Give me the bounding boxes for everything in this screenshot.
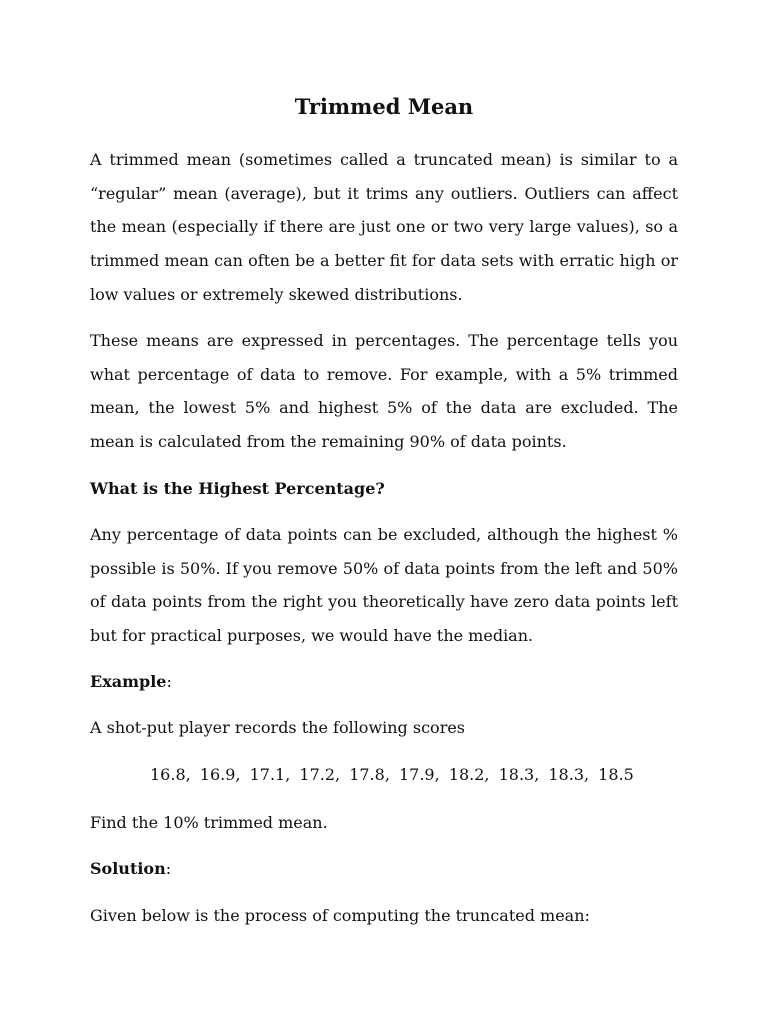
example-records-text: A shot-put player records the following scores — [90, 718, 466, 737]
example-colon: : — [166, 672, 172, 691]
example-label: Example — [90, 672, 167, 691]
percentage-paragraph: These means are expressed in percentages. The percentage tells you what percentage of data to remove. For example, with a 5% trimmed mean, the lowest 5% and highest 5% of the data are excluded. The mean is calculated from the remaining 90% of data points. — [90, 331, 678, 452]
solution-intro: Given below is the process of computing the truncated mean: — [90, 906, 590, 925]
example-heading — [90, 671, 678, 693]
intro-paragraph: A trimmed mean (sometimes called a truncated mean) is similar to a “regular” mean (average), but it trims any outliers. Outliers can affect the mean (especially if there are just one or two very large values), so a trimmed mean can often be a better fit for data sets with erratic high or low values or extremely skewed distributions. — [90, 150, 678, 304]
solution-heading — [90, 858, 678, 880]
highest-percentage-paragraph: Any percentage of data points can be excluded, although the highest % possible is 50%. If you remove 50% of data points from the left and 50% of data points from the right you theoretically have zero data points left but for practical purposes, we would have the median. — [90, 525, 678, 646]
document-title: Trimmed Mean — [294, 94, 474, 119]
highest-percentage-heading: What is the Highest Percentage? — [90, 479, 385, 498]
solution-label: Solution — [90, 859, 166, 878]
solution-colon: : — [165, 859, 172, 878]
score-list: 16.8, 16.9, 17.1, 17.2, 17.8, 17.9, 18.2, 18.3, 18.3, 18.5 — [150, 765, 634, 784]
example-question: Find the 10% trimmed mean. — [90, 813, 328, 832]
